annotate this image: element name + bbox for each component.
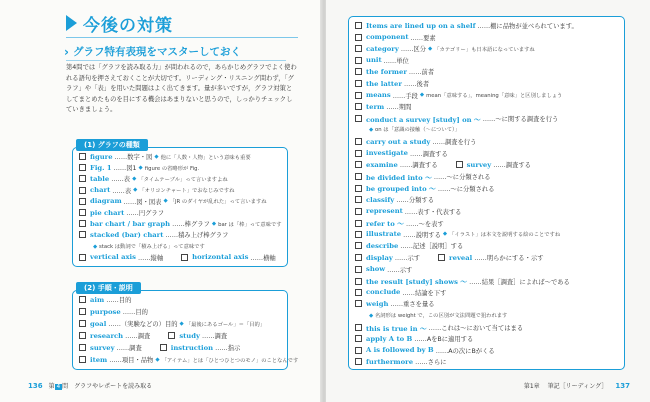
list-item [79, 307, 148, 316]
list-item [355, 346, 495, 355]
checkbox[interactable] [79, 175, 86, 182]
checkbox[interactable] [79, 153, 86, 160]
section-heading-procedure: (2) 手順・説明 [76, 282, 141, 294]
list-item [355, 241, 463, 250]
checkbox[interactable] [355, 358, 362, 365]
row-note: 「オリコンチャート」でおなじみですね [139, 188, 235, 195]
meaning: ……（実験などの）目的 [108, 321, 178, 328]
list-item [79, 197, 267, 206]
checkbox[interactable] [79, 254, 86, 261]
checkbox[interactable] [79, 332, 86, 339]
term: illustrate [366, 230, 402, 239]
diamond-icon: ◆ [154, 153, 159, 160]
page-number: 137 [615, 381, 630, 390]
list-item [355, 102, 411, 111]
term: aim [90, 295, 105, 304]
diamond-icon: ◆ [369, 313, 375, 319]
term: diagram [90, 197, 122, 206]
left-page [0, 0, 322, 402]
list-item [355, 79, 429, 88]
row-note: ◆ stack は動詞で「積み上げる」って意味です [93, 243, 205, 250]
chapter-label: 第1章 [523, 383, 540, 390]
list-item [79, 355, 298, 364]
checkbox[interactable] [355, 45, 362, 52]
checkbox[interactable] [355, 266, 362, 273]
list-item [355, 299, 435, 308]
checkbox[interactable] [355, 347, 362, 354]
meaning: ……～に分類される [437, 185, 495, 193]
list-item [79, 152, 251, 161]
term: furthermore [366, 357, 414, 366]
checkbox[interactable] [355, 68, 362, 75]
list-item [355, 114, 558, 124]
list-item [355, 288, 446, 297]
row-note: ◆ 名詞形は weight で，この区別が文法問題で狙われます [369, 313, 508, 319]
diamond-icon: ◆ [428, 45, 433, 52]
diamond-icon: ◆ [369, 127, 375, 134]
checkbox[interactable] [355, 92, 362, 99]
term: research [90, 331, 124, 340]
meaning: ……図・図表 [123, 198, 162, 206]
diamond-icon: ◆ [133, 187, 138, 194]
section-label: 筆記［リーディング］ [547, 383, 608, 390]
checkbox[interactable] [160, 344, 167, 351]
row-note: figure の省略形が Fig. [144, 165, 200, 172]
meaning: ……～を表す [405, 220, 444, 228]
term: Items are lined up on a shelf [366, 21, 476, 30]
checkbox[interactable] [355, 289, 362, 296]
checkbox[interactable] [355, 300, 362, 307]
checkbox[interactable] [355, 278, 362, 285]
checkbox[interactable] [79, 220, 86, 227]
row-note: 「JR のダイヤが乱れた」って言いますね [169, 199, 267, 206]
diamond-icon: ◆ [132, 175, 137, 182]
row-note: 「カテゴリー」も日本語になっていますね [434, 46, 535, 53]
meaning: ……表 [112, 187, 132, 195]
meaning: ……～に分類される [433, 174, 491, 182]
term: vertical axis [90, 253, 136, 262]
term: term [366, 102, 385, 111]
meaning: ……重さを量る [390, 301, 435, 309]
meaning: ……後者 [403, 81, 430, 88]
term: weigh [366, 299, 389, 308]
term: show [366, 265, 386, 274]
term: stacked (bar) chart [90, 230, 164, 239]
meaning: ……区分 [400, 46, 427, 54]
list-item [79, 343, 240, 352]
term: pie chart [90, 208, 125, 217]
right-page [326, 0, 650, 402]
checkbox[interactable] [355, 80, 362, 87]
checkbox[interactable] [79, 296, 86, 303]
row-note: ◆ on は「意識の接触（～について）」 [369, 127, 460, 134]
term: conduct a survey [study] on ～ [366, 115, 481, 124]
term: the latter [366, 79, 402, 88]
row-note: 「アイテム」とは「ひとつひとつのモノ」のことなんです [161, 357, 299, 364]
term: category [366, 44, 399, 53]
term: purpose [90, 307, 121, 316]
diamond-icon: ◆ [179, 320, 184, 327]
triangle-icon [66, 15, 77, 31]
term: represent [366, 207, 403, 216]
meaning: ……項目・品物 [109, 357, 154, 364]
checkbox[interactable] [79, 356, 86, 363]
meaning: ……結論を下す [402, 289, 447, 297]
list-item [355, 357, 447, 366]
checkbox[interactable] [355, 103, 362, 110]
list-item [79, 208, 164, 217]
checkbox[interactable] [355, 34, 362, 41]
list-item [355, 218, 444, 228]
meaning: ……結果［調査］によれば～である [469, 278, 570, 286]
checkbox[interactable] [79, 231, 86, 238]
meaning: ……AをBに適用する [414, 336, 474, 344]
list-item [355, 91, 562, 100]
meaning: ……期間 [386, 104, 412, 112]
checkbox[interactable] [355, 324, 362, 331]
term: chart [90, 186, 111, 195]
diamond-icon: ◆ [419, 92, 425, 99]
row-note: 「最後にあるゴール」＝「目的」 [185, 321, 266, 328]
checkbox[interactable] [355, 220, 362, 227]
list-item [355, 334, 473, 343]
diamond-icon: ◆ [163, 198, 168, 205]
title-rule [66, 37, 298, 38]
meaning: ……手段 [392, 92, 418, 100]
list-item [355, 265, 412, 274]
list-item [355, 137, 476, 146]
meaning: ……調査 [125, 333, 151, 340]
meaning: ……棚に品物が並べられています。 [477, 23, 578, 30]
chapter-label: 第 4 問 [48, 383, 69, 390]
meaning: ……単位 [383, 57, 409, 65]
list-item [79, 186, 234, 195]
checkbox[interactable] [79, 164, 86, 171]
checkbox[interactable] [355, 161, 362, 168]
term: item [90, 355, 108, 364]
list-item [355, 183, 494, 193]
meaning: ……前者 [408, 69, 435, 77]
meaning: ……調査を行う [432, 139, 477, 146]
meaning: ……表す・代表する [404, 208, 462, 216]
row-note: bar は「棒」って意味です [218, 221, 282, 228]
diamond-icon: ◆ [155, 356, 160, 363]
meaning: ……～に関する調査を行う [482, 116, 559, 124]
meaning: ……示す [394, 255, 421, 262]
list-item [355, 149, 448, 158]
meaning: ……指示 [215, 345, 241, 352]
meaning: ……表 [111, 176, 131, 184]
list-item [355, 21, 578, 30]
list-item [79, 253, 276, 262]
meaning: ……調査 [201, 333, 228, 340]
meaning: ……要素 [410, 34, 436, 42]
diamond-icon: ◆ [442, 231, 448, 238]
checkbox[interactable] [355, 335, 362, 342]
list-item [355, 276, 570, 286]
meaning: ……横軸 [250, 254, 276, 262]
checkbox[interactable] [79, 320, 86, 327]
row-note: mean「意味する」，meaning「意味」と区別しましょう [426, 93, 563, 100]
checkbox[interactable] [355, 57, 362, 64]
term: examine [366, 160, 398, 169]
list-item [355, 172, 491, 182]
term: component [366, 33, 409, 42]
left-footer [28, 381, 152, 390]
term: reveal [449, 253, 473, 262]
page-title: 今後の対策 [66, 10, 173, 36]
checkbox[interactable] [355, 115, 362, 122]
list-item [79, 295, 131, 304]
checkbox[interactable] [355, 173, 362, 180]
list-item [355, 33, 436, 42]
meaning: ……調査する [493, 162, 531, 170]
checkbox[interactable] [79, 344, 86, 351]
checkbox[interactable] [355, 231, 362, 238]
term: survey [90, 343, 115, 352]
meaning: ……棒グラフ [172, 221, 210, 229]
row-note: 「イラスト」は本文を説明する絵のことですね [449, 232, 561, 239]
list-item [355, 207, 461, 216]
term: the former [366, 67, 407, 76]
row-note: 他に「人数・人物」という意味も重要 [160, 154, 251, 161]
diamond-icon: ◆ [211, 220, 217, 227]
page-number: 136 [28, 381, 43, 390]
list-item [355, 253, 543, 262]
term: conclude [366, 288, 401, 297]
diamond-icon: ◆ [138, 164, 143, 171]
term: instruction [170, 343, 214, 352]
list-item [355, 160, 531, 169]
right-footer [524, 381, 630, 390]
term: Fig. 1 [90, 163, 112, 172]
term: bar chart / bar graph [90, 219, 171, 228]
checkbox[interactable] [355, 138, 362, 145]
term: be grouped into ～ [366, 185, 436, 194]
meaning: ……調査 [116, 345, 142, 352]
diamond-icon: ◆ [93, 243, 99, 250]
meaning: ……円グラフ [126, 210, 165, 217]
checkbox[interactable] [456, 161, 463, 168]
list-item [355, 230, 560, 239]
list-item [79, 319, 265, 328]
meaning: ……これは～において当てはまる [428, 325, 524, 333]
list-item [355, 195, 434, 204]
term: this is true in ～ [366, 324, 427, 333]
meaning: ……目的 [106, 297, 132, 304]
checkbox[interactable] [79, 198, 86, 205]
meaning: ……目的 [122, 309, 148, 316]
meaning: ……調査する [409, 150, 448, 158]
term: means [366, 91, 391, 100]
meaning: ……分類する [396, 197, 435, 204]
checkbox[interactable] [79, 308, 86, 315]
list-item [79, 230, 228, 239]
meaning: ……説明する [403, 231, 441, 239]
meaning: ……示す [387, 266, 413, 274]
subtitle: › グラフ特有表現をマスターしておく [64, 44, 241, 59]
meaning: ……Aの次にBがくる [435, 347, 495, 355]
meaning: ……調査する [399, 162, 438, 170]
term: the result [study] shows ～ [366, 278, 468, 287]
checkbox[interactable] [355, 22, 362, 29]
term: classify [366, 195, 395, 204]
term: survey [466, 160, 492, 169]
term: apply A to B [366, 334, 413, 343]
checkbox[interactable] [355, 185, 362, 192]
chevron-right-icon: › [64, 44, 69, 59]
meaning: ……明らかにする・示す [474, 255, 544, 262]
term: refer to ～ [366, 220, 404, 229]
meaning: ……縦軸 [137, 254, 164, 262]
checkbox[interactable] [355, 150, 362, 157]
subtitle-rule [66, 60, 286, 61]
checkbox[interactable] [168, 332, 175, 339]
list-item [79, 331, 227, 340]
checkbox[interactable] [181, 254, 188, 261]
meaning: ……さらに [415, 359, 447, 367]
vocabulary-box [348, 16, 625, 370]
term: A is followed by B [366, 346, 434, 355]
term: display [366, 253, 393, 262]
meaning: ……図1 [113, 165, 137, 173]
chapter-title: グラフやレポートを読み取る [74, 383, 153, 390]
term: describe [366, 241, 399, 250]
list-item [355, 56, 409, 65]
term: unit [366, 56, 382, 65]
row-note: 「タイムテーブル」って言いますよね [138, 176, 228, 183]
term: horizontal axis [192, 253, 249, 262]
graph-types-box [72, 147, 288, 267]
term: goal [90, 319, 107, 328]
list-item [79, 219, 282, 228]
checkbox[interactable] [355, 208, 362, 215]
list-item [79, 163, 199, 172]
meaning: ……積み上げ棒グラフ [165, 232, 229, 240]
checkbox[interactable] [355, 196, 362, 203]
intro-paragraph: 第4問では「グラフを読み取る力」が問われるので，あらかじめグラフでよく使われる語句を押さえておくことが大切です。リーディング・リスニング問わず，「グラフ」や「表」を用いた問題はよく出てきます。量が多いですが，グラフ対策としてまとめたものを目にする機会はあまりないと思うので，しっかりチェックしていきましょう。 [66, 64, 297, 114]
term: carry out a study [366, 137, 431, 146]
procedure-box [72, 290, 299, 370]
meaning: ……記述［説明］する [400, 243, 464, 251]
checkbox[interactable] [355, 254, 362, 261]
term: table [90, 174, 110, 183]
list-item [355, 44, 535, 53]
list-item [79, 174, 228, 183]
section-heading-graph-types: (1) グラフの種類 [76, 139, 148, 151]
term: figure [90, 152, 113, 161]
term: study [179, 331, 200, 340]
checkbox[interactable] [438, 254, 445, 261]
list-item [355, 67, 434, 76]
checkbox[interactable] [79, 209, 86, 216]
checkbox[interactable] [355, 242, 362, 249]
term: investigate [366, 149, 408, 158]
list-item [355, 323, 523, 333]
checkbox[interactable] [79, 187, 86, 194]
term: be divided into ～ [366, 173, 432, 182]
meaning: ……数字・図 [114, 154, 153, 161]
